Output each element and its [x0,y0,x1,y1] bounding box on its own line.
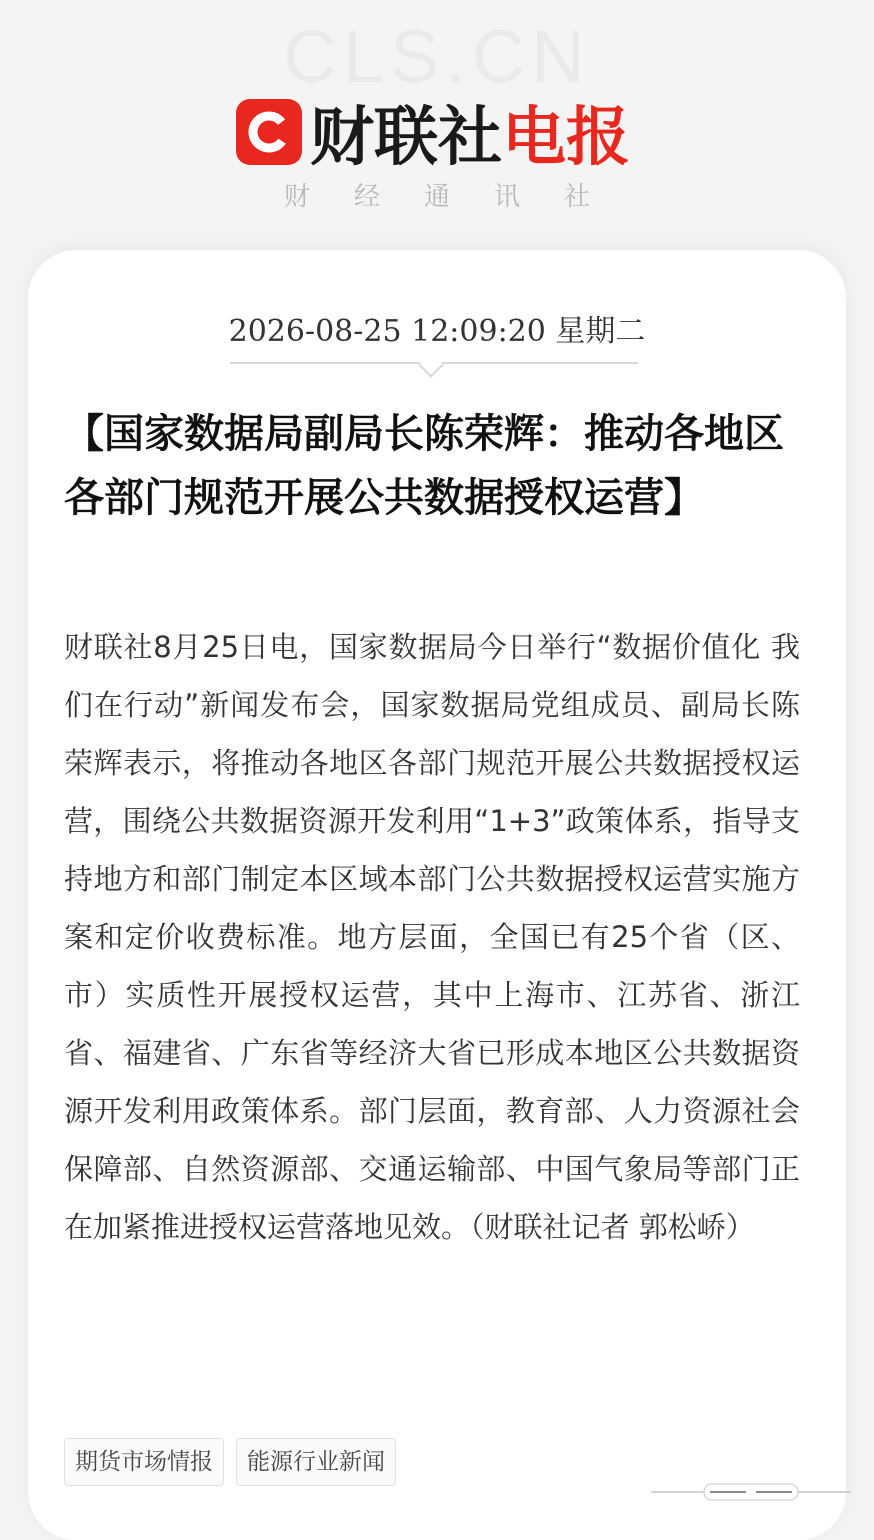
tag-futures[interactable]: 期货市场情报 [64,1438,224,1486]
brand-name [310,86,630,178]
article-title: 【国家数据局副局长陈荣辉：推动各地区各部门规范开展公共数据授权运营】 [64,410,784,521]
watermark: CLS.CN [283,15,591,98]
tagline: 财经通讯社 [283,182,634,212]
c-logo-icon [236,99,302,165]
brand-name-black: 财联社 [310,101,502,175]
article-datetime: 2026-08-25 12:09:20 星期二 [228,314,646,349]
tag-list [64,1438,396,1486]
brand-name-red: 电报 [502,101,630,175]
brand [236,92,630,175]
tag-energy[interactable]: 能源行业新闻 [236,1438,396,1486]
scroll-handle-icon[interactable] [648,1472,854,1512]
divider-notch [418,352,443,377]
article-body: 财联社8月25日电，国家数据局今日举行“数据价值化 我们在行动”新闻发布会，国家数据局党组成员、副局长陈荣辉表示，将推动各地区各部门规范开展公共数据授权运营，围绕公共数据资源开发利用“1+3”政策体系，指导支持地方和部门制定本区域本部门公共数据授权运营实施方案和定价收费标准。地方层面，全国已有25个省（区、市）实质性开展授权运营，其中上海市、江苏省、浙江省、福建省、广东省等经济大省已形成本地区公共数据资源开发利用政策体系。部门层面，教育部、人力资源社会保障部、自然资源部、交通运输部、中国气象局等部门正在加紧推进授权运营落地见效。（财联社记者 郭松峤） [64,630,800,1244]
header [0,0,874,260]
article-card [28,250,846,1540]
